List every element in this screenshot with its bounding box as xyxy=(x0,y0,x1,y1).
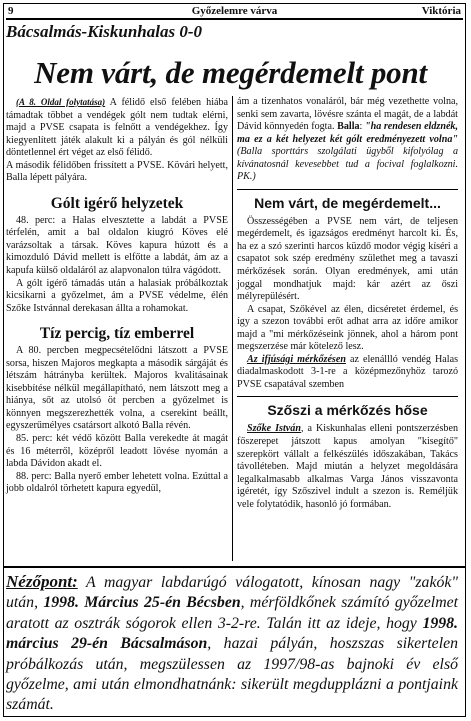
subheading-golt-igero: Gólt igérő helyzetek xyxy=(50,194,184,212)
left-column xyxy=(6,96,228,496)
header-section: Viktória xyxy=(421,5,461,17)
nezopont-label: Nézőpont: xyxy=(6,572,78,591)
right-column xyxy=(237,96,458,511)
column-divider xyxy=(232,96,233,561)
left-paragraph-6: 85. perc: két védő között Balla verekedte át magát és 16 méterről, középről leadott lövése nyomán a labda Dávidon akadt el. xyxy=(6,433,228,470)
nezopont-text-3: , hazai pályán, hoszszas sikertelen próbálkozás után, megszülessen az 1997/98-as bajnoki év első győzelme, ami után elmondhatnánk: sikerült megdupplázni a pontjaink számát. xyxy=(6,635,458,714)
quote-note: (Balla sporttárs szolgálati ügyből kifolyólag a kívánatosnál kevesebbet tud a focival foglalkozni. PK.) xyxy=(237,146,458,183)
colon: : xyxy=(359,121,365,133)
right-paragraph-5 xyxy=(237,423,458,511)
right-paragraph-3: A csapat, Szőkével az élen, dicséretet érdemel, és így a szezon további erőt adhat arra az időre amikor majd a "mi mérkőzéseink jönnek, ahol a három pont megszerzése már kötelező lesz. xyxy=(237,303,458,353)
left-paragraph-3: 48. perc: a Halas elvesztette a labdát a PVSE térfelén, amit a bal oldalon kiugró Köves elé varázsoltak a társak. Köves kapura húzott és a kimozduló Dávid mellett is elfőtte a labdát, ám az a kapufa külső oldaláról az alapvonalon túlra vágódott. xyxy=(6,214,228,277)
article-headline: Nem várt, de megérdemelt pont xyxy=(34,55,427,90)
right-paragraph-1 xyxy=(237,96,458,184)
nezopont-rule xyxy=(3,566,466,568)
match-result-kicker: Bácsalmás-Kiskunhalas 0-0 xyxy=(6,22,203,41)
section-rule-2 xyxy=(237,396,458,397)
nezopont-text-2: , mérföldkőnek számító győzelmet aratott az osztrák sógorok ellen 3-2-re. Talán itt az ideje, hogy xyxy=(6,594,459,632)
subheading-tiz-percig: Tíz percig, tíz emberrel xyxy=(39,325,195,343)
left-paragraph-1-text: A félidő első felében hiába támadtak többet a vendégek gólt nem tudtak elérni, majd a PVSE csapata is felnőtt a vendégekhez. Így kiegyenlített játék alakult ki a pályán és gól nélküli döntetlennel ért véget az első félidő. xyxy=(6,97,229,159)
nezopont-date-2: 1998. március 29-én Bácsalmáson xyxy=(6,614,458,653)
page-header xyxy=(6,4,463,20)
nezopont-date-1: 1998. Március 25-én Bécsben xyxy=(43,594,241,612)
youth-match-lead: Az ifjúsági mérkőzésen xyxy=(247,353,346,365)
nezopont-box xyxy=(6,572,458,716)
continuation-reference: (A 8. Oldal folytatása) xyxy=(16,97,106,107)
left-paragraph-2: A második félidőben frissített a PVSE. Kövári helyett, Balla lépett pályára. xyxy=(6,159,228,184)
szoke-istvan-name: Szőke István xyxy=(247,423,301,435)
subheading-nem-vart: Nem várt, de megérdemelt... xyxy=(254,194,441,211)
left-paragraph-7: 88. perc: Balla nyerő ember lehetett volna. Ezúttal a jobb oldalról törhetett kapura egyedül, xyxy=(6,470,228,495)
left-paragraph-5: A 80. percben megpecsételődni látszott a PVSE sorsa, hiszen Majoros megkapta a második sárgáját és létszám hátrányba kerültek. Majoros kvalitásainak kisebbítése nélkül megállapítható, nem látszott meg a hiánya, sőt az utolsó öt percben a győzelmet is könnyen megszerezhették volna, a cserekint beállt, egyszerűmélyes csatársort alkotó Balla révén. xyxy=(6,345,228,432)
page-number: 9 xyxy=(8,5,14,17)
left-paragraph-4: A gólt igérő támadás után a halasiak próbálkoztak kicsikarni a győzelmet, ám a PVSE védelme, élén Szőke Istvánnal derekasan állta a rohamokat. xyxy=(6,277,228,314)
section-rule-1 xyxy=(237,189,458,190)
left-paragraph-1 xyxy=(6,96,228,160)
right-paragraph-5-text: , a Kiskunhalas elleni pontszerzésben főszerepet játszott kapus amolyan "kisegítő" szerepkört vállalt a felkészülés időszakában, Takács távolléteben. Majd miután a helyzet megoldására legalkalmasabb alkalmas Varga János visszavonta igéretét, így Szőszivel indult a szezon is. Reméljük vele folytatódik, hasonló jó formában. xyxy=(237,423,458,510)
balla-name: Balla xyxy=(337,121,360,133)
nezopont-text-1: A magyar labdarúgó válogatott, kínosan nagy "zakók" után, xyxy=(6,574,458,612)
right-paragraph-1-text: ám a tizenhatos vonaláról, bár még vezethette volna, senki sem zavarta, lövésre szánta el magát, de a labdát Dávid könnyedén fogta. xyxy=(237,96,458,133)
header-title: Győzelemre várva xyxy=(191,5,278,17)
balla-quote: "ha rendesen eldznék, ma ez a két helyezet két gólt eredményezett volna" xyxy=(237,121,458,145)
right-paragraph-4 xyxy=(237,354,458,392)
right-paragraph-4-text: az elenállló vendég Halas diadalmaskodott 3-1-re a középmezőnyhöz tarozó PVSE csapatával szemben xyxy=(237,353,458,390)
subheading-szoszi: Szőszi a mérkőzés hőse xyxy=(267,402,428,419)
right-paragraph-2: Összességében a PVSE nem várt, de teljesen megérdemelt, és igazságos eredményt harcolt ki. És, ha ez a szó szerinti harcos küzdő modor végig kíséri a csapatot sok szép eredmény születhet meg a tavaszi mérkőzések során. Olyan eredmények, ami után joggal mondhatjuk majd: kár azért az őszi mélyrepülésért. xyxy=(237,215,458,303)
